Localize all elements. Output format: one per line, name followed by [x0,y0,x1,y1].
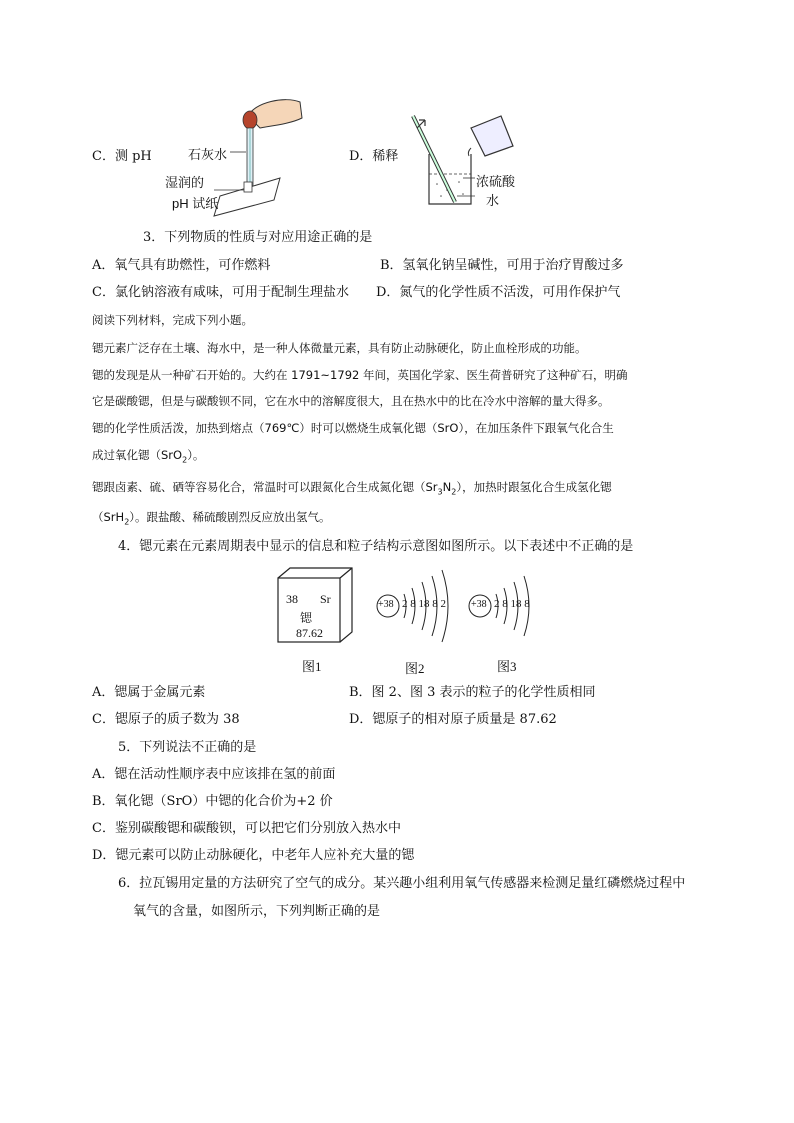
label-water: 水 [486,193,500,208]
element-atomic-mass: 87.62 [296,626,323,640]
reading-paragraph-1: 锶元素广泛存在土壤、海水中，是一种人体微量元素，具有防止动脉硬化，防止血栓形成的功能。 [92,341,587,355]
reading-paragraph-2-line-2: 它是碳酸锶，但是与碳酸钡不同，它在水中的溶解度很大，且在热水中的比在冷水中溶解的量大得多。 [92,394,610,408]
label-concentrated-acid: 浓硫酸 [476,174,516,189]
q4-option-d: D．锶原子的相对原子质量是 87.62 [349,712,557,727]
ph-paper [244,182,252,192]
dropper-bulb [243,111,257,129]
q3-option-c: C．氯化钠溶液有咸味，可用于配制生理盐水 [92,285,349,300]
q5-option-a: A．锶在活动性顺序表中应该排在氢的前面 [92,767,336,782]
q5-option-c: C．鉴别碳酸锶和碳酸钡，可以把它们分别放入热水中 [92,821,401,836]
figure-1-caption: 图1 [302,659,322,674]
element-name: 锶 [300,611,313,625]
reading-paragraph-3-line-1: 锶的化学性质活泼，加热到熔点（769℃）时可以燃烧生成氧化锶（SrO），在加压条件下跟氧气化合生 [92,421,614,435]
reading-intro: 阅读下列材料，完成下列小题。 [92,313,253,327]
figure-3-electron-shells: 2 8 18 8 [494,598,530,610]
figure-2-nucleus-charge: +38 [378,599,394,610]
q4-option-c: C．锶原子的质子数为 38 [92,712,240,727]
label-limewater: 石灰水 [188,147,228,162]
q6-stem-line-2: 氧气的含量，如图所示，下列判断正确的是 [133,904,381,919]
q3-option-a: A．氧气具有助燃性，可作燃料 [92,258,271,273]
q4-option-b: B．图 2、图 3 表示的粒子的化学性质相同 [349,685,596,700]
q3-option-d: D．氮气的化学性质不活泼，可用作保护气 [376,285,621,300]
element-symbol: Sr [320,592,331,606]
reading-paragraph-2-line-1: 锶的发现是从一种矿石开始的。大约在 1791~1792 年间，英国化学家、医生荷普研究了这种矿石，明确 [92,368,628,382]
label-ph-paper: pH 试纸 [172,196,219,211]
figure-3-nucleus-charge: +38 [471,599,487,610]
reading-paragraph-4-line-1: 锶跟卤素、硫、硒等容易化合，常温时可以跟氮化合生成氮化锶$(Sr_3N_2)$，加热时跟氢化合生成氢化锶 [92,480,612,497]
figure-3-caption: 图3 [497,659,517,674]
q2-option-c: C．测 pH [92,149,152,164]
q6-stem-line-1: 6．拉瓦锡用定量的方法研究了空气的成分。某兴趣小组利用氧气传感器来检测足量红磷燃烧过程中 [118,876,686,891]
label-moist: 湿润的 [165,175,205,190]
figure-2-electron-shells: 2 8 18 8 2 [402,598,446,610]
dilution-illustration [405,108,525,208]
reading-paragraph-4-line-2: （SrH$_2$）。跟盐酸、稀硫酸剧烈反应放出氢气。 [92,510,331,527]
q2-option-d: D．稀释 [349,149,399,164]
q5-option-d: D．锶元素可以防止动脉硬化，中老年人应补充大量的锶 [92,848,415,863]
q3-option-b: B．氢氧化钠呈碱性，可用于治疗胃酸过多 [380,258,624,273]
q4-stem: 4．锶元素在元素周期表中显示的信息和粒子结构示意图如图所示。以下表述中不正确的是 [118,539,634,554]
figure-2-caption: 图2 [405,661,425,676]
q4-option-a: A．锶属于金属元素 [92,685,206,700]
q5-stem: 5．下列说法不正确的是 [118,740,257,755]
q5-option-b: B．氧化锶（SrO）中锶的化合价为+2 价 [92,794,333,809]
pouring-cup [471,116,513,156]
reading-paragraph-3-line-2: 成过氧化锶（SrO$_2$）。 [92,448,205,465]
element-atomic-number: 38 [286,592,298,606]
q3-stem: 3．下列物质的性质与对应用途正确的是 [143,230,373,245]
